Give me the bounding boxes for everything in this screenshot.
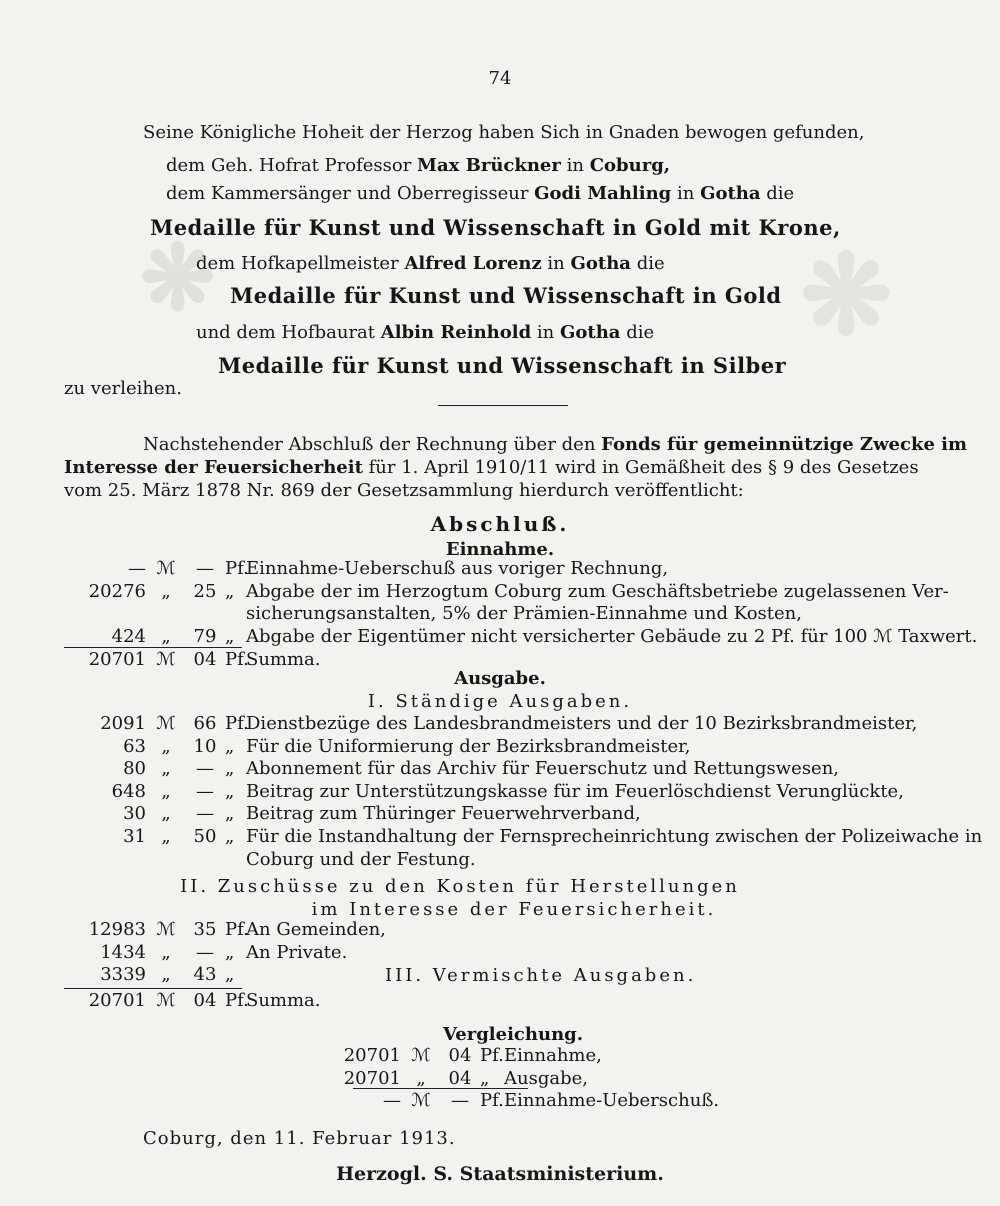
pfennig-value: 04 — [448, 1045, 472, 1066]
amount-mark: 424 — [111, 625, 146, 647]
row-description: Einnahme, — [504, 1045, 602, 1066]
award-suffix: die — [766, 183, 795, 204]
total-label: Summa. — [246, 649, 321, 670]
abschluss-title: Abschluß. — [430, 512, 570, 536]
einnahme-title: Einnahme. — [445, 539, 555, 560]
intro-closing: zu verleihen. — [64, 378, 182, 399]
fund-name: Fonds für gemeinnützige Zwecke im — [601, 434, 968, 455]
currency-mark: „ — [161, 941, 171, 963]
pfennig-value: 04 — [448, 1067, 472, 1089]
ausgabe-section-3: III. Vermischte Ausgaben. — [385, 965, 697, 986]
amount-mark: 20276 — [88, 580, 146, 602]
unit-mark: Pf. — [225, 990, 249, 1011]
award-in: in — [536, 322, 555, 343]
pfennig-value: 50 — [193, 826, 217, 847]
sum-rule — [64, 988, 242, 989]
unit-mark: „ — [225, 758, 235, 780]
amount-mark: 80 — [123, 758, 146, 780]
unit-mark: „ — [225, 625, 235, 647]
currency-mark: „ — [161, 580, 171, 602]
pfennig-value: 79 — [193, 625, 217, 647]
notice-text: für 1. April 1910/11 wird in Gemäßheit des § 9 des Gesetzes — [368, 457, 919, 478]
amount-mark: 31 — [123, 826, 146, 847]
pfennig-value: 04 — [193, 649, 217, 670]
award-in: in — [547, 253, 565, 274]
unit-mark: „ — [225, 735, 235, 757]
currency-mark: „ — [161, 625, 171, 647]
unit-mark: Pf. — [480, 1045, 504, 1066]
currency-mark: „ — [161, 803, 171, 825]
award-line-1 — [166, 155, 670, 177]
unit-mark: „ — [225, 826, 235, 847]
medal-silver: Medaille für Kunst und Wissenschaft in Silber — [218, 353, 787, 378]
pfennig-value: — — [196, 941, 214, 963]
currency-mark: „ — [161, 964, 171, 986]
medal-gold: Medaille für Kunst und Wissenschaft in Gold — [230, 283, 782, 308]
unit-mark: „ — [225, 580, 235, 602]
separator-rule — [438, 405, 568, 406]
vergleichung-title: Vergleichung. — [442, 1024, 584, 1045]
unit-mark: Pf. — [480, 1090, 504, 1111]
ausgabe-section-2b: im Interesse der Feuersicherheit. — [311, 899, 717, 920]
page-number: 74 — [488, 68, 512, 89]
bleed-through-decoration-2: ❋ — [800, 230, 893, 359]
sum-rule — [353, 1088, 528, 1089]
sum-rule — [64, 647, 242, 648]
unit-mark: „ — [225, 964, 235, 986]
amount-mark: — — [383, 1090, 401, 1111]
notice-line-2 — [64, 457, 919, 479]
row-description: Ausgabe, — [504, 1067, 588, 1089]
currency-mark: „ — [161, 735, 171, 757]
row-description: sicherungsanstalten, 5% der Prämien-Einnahme und Kosten, — [246, 603, 802, 625]
row-description: Einnahme-Ueberschuß. — [504, 1090, 720, 1111]
pfennig-value: — — [196, 558, 214, 579]
award-line-3 — [196, 253, 665, 275]
currency-mark: ℳ — [156, 713, 176, 734]
total-amount: 20701 — [88, 990, 146, 1011]
bleed-through-decoration: ❋ — [140, 225, 216, 331]
fund-name-cont: Interesse der Feuersicherheit — [64, 457, 363, 478]
notice-line-3: vom 25. März 1878 Nr. 869 der Gesetzsammlung hierdurch veröffentlicht: — [64, 480, 744, 501]
row-description: Beitrag zum Thüringer Feuerwehrverband, — [246, 803, 641, 825]
amount-mark: 63 — [123, 735, 146, 757]
row-description: Coburg und der Festung. — [246, 848, 476, 870]
currency-mark: ℳ — [156, 919, 176, 940]
amount-mark: 2091 — [100, 713, 146, 734]
pfennig-value: — — [451, 1090, 469, 1111]
total-amount: 20701 — [88, 649, 146, 670]
award-prefix: dem Kammersänger und Oberregisseur — [166, 183, 529, 204]
unit-mark: „ — [225, 780, 235, 802]
pfennig-value: 10 — [193, 735, 217, 757]
currency-mark: ℳ — [411, 1090, 431, 1111]
place-date: Coburg, den 11. Februar 1913. — [143, 1128, 456, 1149]
unit-mark: „ — [225, 941, 235, 963]
amount-mark: 3339 — [100, 964, 146, 986]
amount-mark: 20701 — [343, 1045, 401, 1066]
ausgabe-section-2a: II. Zuschüsse zu den Kosten für Herstellungen — [180, 876, 740, 897]
row-description: Einnahme-Ueberschuß aus voriger Rechnung, — [246, 558, 669, 579]
pfennig-value: — — [196, 803, 214, 825]
row-description: An Private. — [246, 941, 348, 963]
award-in: in — [677, 183, 695, 204]
award-place: Coburg, — [589, 155, 671, 176]
row-description: An Gemeinden, — [246, 919, 386, 940]
award-suffix: die — [636, 253, 665, 274]
amount-mark: 648 — [111, 780, 146, 802]
row-description: Abgabe der im Herzogtum Coburg zum Geschäftsbetriebe zugelassenen Ver- — [246, 580, 949, 602]
awardee-name: Godi Mahling — [534, 183, 672, 204]
amount-mark: 12983 — [88, 919, 146, 940]
notice-line-1 — [143, 434, 967, 456]
amount-mark: — — [128, 558, 146, 579]
intro-line: Seine Königliche Hoheit der Herzog haben Sich in Gnaden bewogen gefunden, — [143, 122, 865, 143]
amount-mark: 1434 — [100, 941, 146, 963]
currency-mark: „ — [161, 758, 171, 780]
award-line-4 — [196, 322, 654, 344]
award-place: Gotha — [560, 322, 621, 343]
unit-mark: Pf. — [225, 713, 249, 734]
currency-mark: ℳ — [156, 990, 176, 1011]
row-description: Für die Uniformierung der Bezirksbrandmeister, — [246, 735, 691, 757]
total-label: Summa. — [246, 990, 321, 1011]
award-prefix: dem Geh. Hofrat Professor — [166, 155, 412, 176]
pfennig-value: 25 — [193, 580, 217, 602]
currency-mark: „ — [161, 826, 171, 847]
pfennig-value: — — [196, 780, 214, 802]
unit-mark: Pf. — [225, 558, 249, 579]
currency-mark: „ — [416, 1067, 426, 1089]
award-line-2 — [166, 183, 794, 205]
unit-mark: Pf. — [225, 919, 249, 940]
pfennig-value: — — [196, 758, 214, 780]
award-prefix: dem Hofkapellmeister — [196, 253, 399, 274]
row-description: Für die Instandhaltung der Fernsprecheinrichtung zwischen der Polizeiwache in — [246, 826, 983, 847]
award-suffix: die — [626, 322, 655, 343]
amount-mark: 30 — [123, 803, 146, 825]
unit-mark: „ — [480, 1067, 490, 1089]
awardee-name: Albin Reinhold — [380, 322, 532, 343]
row-description: Dienstbezüge des Landesbrandmeisters und der 10 Bezirksbrandmeister, — [246, 713, 918, 734]
ausgabe-title: Ausgabe. — [454, 668, 546, 689]
signature: Herzogl. S. Staatsministerium. — [336, 1163, 664, 1185]
award-place: Gotha — [570, 253, 631, 274]
award-in: in — [566, 155, 584, 176]
row-description: Abonnement für das Archiv für Feuerschutz und Rettungswesen, — [246, 758, 840, 780]
amount-mark: 20701 — [343, 1067, 401, 1089]
notice-text: Nachstehender Abschluß der Rechnung über den — [143, 434, 596, 455]
pfennig-value: 43 — [193, 964, 217, 986]
ausgabe-section-1: I. Ständige Ausgaben. — [367, 691, 633, 712]
award-prefix: und dem Hofbaurat — [196, 322, 376, 343]
unit-mark: „ — [225, 803, 235, 825]
row-description: Abgabe der Eigentümer nicht versicherter Gebäude zu 2 Pf. für 100 ℳ Taxwert. — [246, 625, 978, 647]
pfennig-value: 35 — [193, 919, 217, 940]
awardee-name: Max Brückner — [417, 155, 561, 176]
unit-mark: Pf. — [225, 649, 249, 670]
pfennig-value: 66 — [193, 713, 217, 734]
row-description: Beitrag zur Unterstützungskasse für im Feuerlöschdienst Verunglückte, — [246, 780, 904, 802]
medal-gold-crown: Medaille für Kunst und Wissenschaft in Gold mit Krone, — [150, 215, 841, 240]
awardee-name: Alfred Lorenz — [404, 253, 542, 274]
pfennig-value: 04 — [193, 990, 217, 1011]
award-place: Gotha — [700, 183, 761, 204]
currency-mark: ℳ — [156, 558, 176, 579]
currency-mark: ℳ — [411, 1045, 431, 1066]
currency-mark: ℳ — [156, 649, 176, 670]
currency-mark: „ — [161, 780, 171, 802]
